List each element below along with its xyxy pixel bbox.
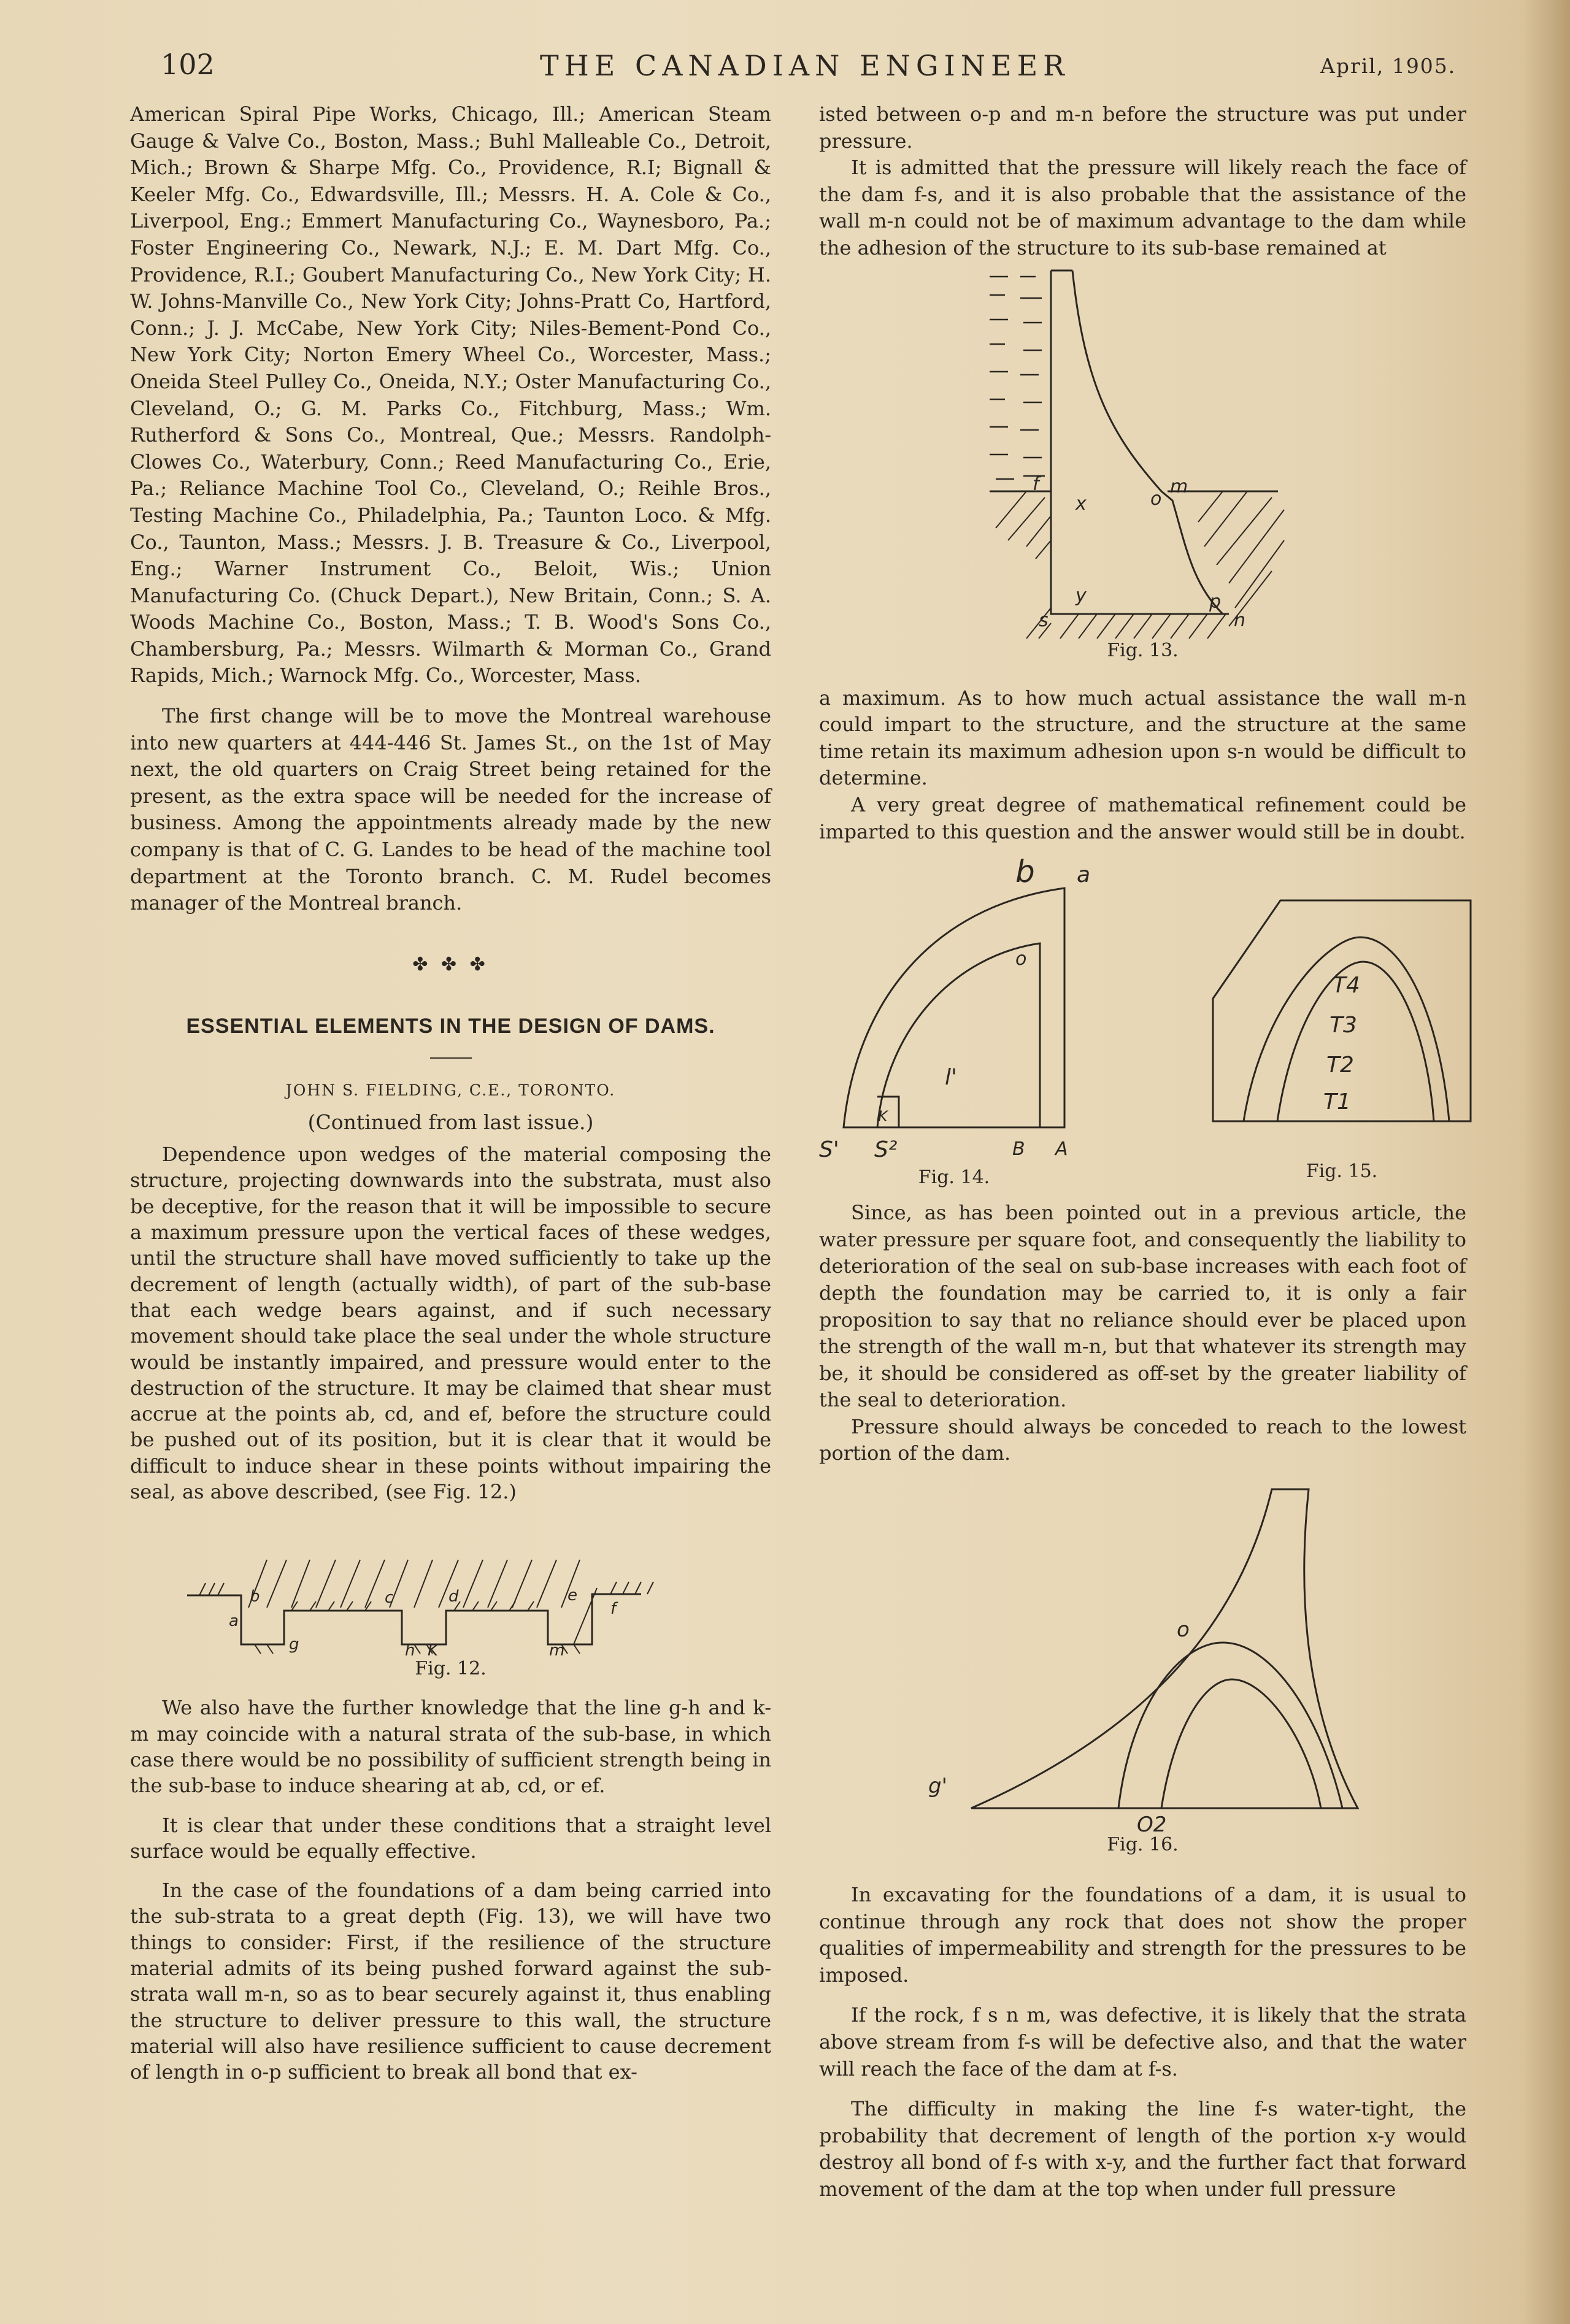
fig14-label-s1: S' <box>819 1137 839 1159</box>
fig12-diagram <box>144 1522 758 1657</box>
paragraph-rock: If the rock, f s n m, was defective, it is likely that the strata above stream from f-s will be defective also, and that the water will reach the face of the dam at f-s. <box>819 2003 1466 2080</box>
article-byline: JOHN S. FIELDING, C.E., TORONTO. <box>285 1081 616 1099</box>
paragraph-wedges: Dependence upon wedges of the material composing the structure, projecting downwards into the substrata, must also be deceptive, for the reason that it will be impossible to secure a maximum pressure upon the vertical faces of these wedges, until the structure shall have moved sufficiently to take up the decrement of length (actually width), of part of the sub-base that each wedge bears against, and if such necessary movement should take place the seal under the whole structure would be instantly impaired, and pressure would enter to the destruction of the structure. It may be claimed that shear must accrue at the points ab, cd, and ef, before the structure could be pushed out of its position, but it is clear that it would be difficult to induce shear in these points without impairing the seal, as above described, (see Fig. 12.) <box>130 1143 771 1504</box>
fig13-label-s: s <box>1038 609 1049 631</box>
fig16-caption: Fig. 16. <box>1107 1834 1179 1856</box>
fig15-label-t1: T1 <box>1323 1089 1351 1115</box>
section-separator: ✤ ✤ ✤ <box>412 953 489 975</box>
fig13-label-m: m <box>1169 475 1188 497</box>
fig12-label-g: g <box>288 1635 299 1654</box>
left-column <box>130 101 771 2085</box>
fig12-outline <box>224 1594 623 1644</box>
figure-16 <box>891 1483 1395 1857</box>
issue-date: April, 1905. <box>1320 54 1456 78</box>
fig15-label-t2: T2 <box>1326 1053 1354 1078</box>
article-title: ESSENTIAL ELEMENTS IN THE DESIGN OF DAMS. <box>186 1014 715 1038</box>
fig13-label-y: y <box>1075 585 1087 607</box>
paragraph-difficulty: The difficulty in making the line f-s water-tight, the probability that decrement of length of the portion x-y would destroy all bond of f-s with x-y, and the further fact that forward movement of the dam at the top when under full pressure <box>819 2097 1466 2201</box>
fig12-label-d: d <box>448 1587 459 1606</box>
fig13-label-p: p <box>1209 591 1221 613</box>
continued-note: (Continued from last issue.) <box>307 1110 594 1134</box>
fig12-label-h: h <box>404 1641 415 1657</box>
fig13-label-o: o <box>1150 488 1161 510</box>
fig12-label-b: b <box>249 1587 260 1606</box>
fig14-label-A: A <box>1055 1138 1068 1159</box>
move-paragraph: The first change will be to move the Montreal warehouse into new quarters at 444-446 St. James St., on the 1st of May next, the old quarters on Craig Street being retained for the present, as the extra space will be needed for the increase of business. Among the appointments already made by the new company is that of C. G. Landes to be head of the machine tool department at the Toronto branch. C. M. Rudel becomes manager of the Montreal branch. <box>130 704 771 915</box>
fig16-diagram <box>891 1483 1395 1833</box>
fig14-label-B: B <box>1012 1138 1025 1159</box>
fig15-caption: Fig. 15. <box>1306 1160 1378 1182</box>
paragraph-admitted: It is admitted that the pressure will likely reach the face of the dam f-s, and it is also probable that the assistance of the wall m-n could not be of maximum advantage to the dam while the adhesion of the structure to its sub-base remained at <box>819 156 1466 259</box>
paragraph-refinement: A very great degree of mathematical refinement could be imparted to this question and the answer would still be in doubt. <box>819 792 1466 843</box>
fig13-caption: Fig. 13. <box>1107 639 1179 661</box>
fig14-label-k: K <box>878 1108 888 1126</box>
fig14-label-a: a <box>1077 862 1089 888</box>
fig15-label-t4: T4 <box>1333 973 1360 999</box>
fig14-label-l: l' <box>945 1065 957 1091</box>
fig13-dam-outline <box>1051 270 1229 614</box>
fig14-caption: Fig. 14. <box>918 1166 990 1188</box>
fig12-label-e: e <box>567 1586 577 1605</box>
fig12-label-m: m <box>548 1641 564 1657</box>
figure-12 <box>144 1522 758 1681</box>
fig12-label-a: a <box>228 1612 239 1631</box>
figures-14-15 <box>819 851 1466 1195</box>
fig12-label-k: K <box>427 1641 438 1657</box>
paragraph-strata: We also have the further knowledge that the line g-h and k-m may coincide with a natural strata of the sub-base, in which case there would be no possibility of sufficient strength being in the sub-base to induce shearing at ab, cd, or ef. <box>130 1696 771 1798</box>
fig14-diagram <box>819 851 1089 1158</box>
figure-15 <box>1207 894 1477 1184</box>
fig15-outline <box>1213 900 1471 1121</box>
paragraph-level: It is clear that under these conditions that a straight level surface would be equally effective. <box>130 1813 771 1863</box>
fig13-label-x: x <box>1075 493 1087 515</box>
fig12-label-c: c <box>384 1589 393 1608</box>
fig14-label-b: b <box>1015 854 1035 890</box>
paragraph-deep: In the case of the foundations of a dam being carried into the sub-strata to a great depth (Fig. 13), we will have two things to consider: First, if the resilience of the structure material admits of its being pushed forward against the sub-strata wall m-n, so as to bear securely against it, thus enabling the structure to deliver pressure to this wall, the structure material will also have resilience sufficient to cause decrement of length in o-p sufficient to break all bond that ex- <box>130 1879 771 2084</box>
fig16-arc-inner <box>1161 1679 1321 1808</box>
paragraph-since: Since, as has been pointed out in a previous article, the water pressure per square foot, and consequently the liability to deterioration of the seal on sub-base increases with each foot of depth the foundation may be carried to, it is only a fair proposition to say that no reliance should ever be placed upon the strength of the wall m-n, but that whatever its strength may be, it should be considered as off-set by the greater liability of the seal to deterioration. <box>819 1201 1466 1412</box>
page-number: 102 <box>161 48 215 81</box>
fig16-arc-outer <box>1118 1643 1342 1808</box>
paragraph-pressure: Pressure should always be conceded to reach to the lowest portion of the dam. <box>819 1414 1466 1465</box>
fig15-label-t3: T3 <box>1329 1013 1357 1038</box>
fig16-label-o: o <box>1176 1617 1190 1643</box>
fig12-label-f: f <box>610 1600 616 1619</box>
fig16-outline <box>971 1489 1358 1808</box>
right-column <box>819 101 1466 2203</box>
title-rule <box>430 1057 472 1059</box>
paragraph-excavating: In excavating for the foundations of a dam, it is usual to continue through any rock that does not show the proper qualities of impermeability and strength for the pressures to be imposed. <box>819 1883 1466 1987</box>
paragraph-continuation: isted between o-p and m-n before the structure was put under pressure. <box>819 102 1466 153</box>
paragraph-maximum: a maximum. As to how much actual assistance the wall m-n could impart to the structure, and the structure at the same time retain its maximum adhesion upon s-n would be difficult to determine. <box>819 686 1466 790</box>
fig16-label-o2: O2 <box>1136 1812 1166 1833</box>
fig14-label-s2: S² <box>874 1137 898 1159</box>
page-header <box>0 48 1570 85</box>
fig12-caption: Fig. 12. <box>415 1658 487 1680</box>
fig16-label-g1: g' <box>928 1774 947 1799</box>
fig13-downstream-face <box>1072 270 1223 614</box>
fig14-label-o: o <box>1015 948 1027 970</box>
fig13-label-n: n <box>1233 609 1245 631</box>
fig14-outer-arc <box>844 888 1064 1127</box>
figure-14 <box>819 851 1089 1190</box>
fig14-inner-arc <box>877 943 1040 1127</box>
fig15-diagram <box>1207 894 1477 1152</box>
journal-title: THE CANADIAN ENGINEER <box>540 49 1070 82</box>
figure-13 <box>928 264 1358 663</box>
fig13-diagram <box>928 264 1358 645</box>
fig13-label-f: f <box>1032 473 1039 495</box>
companies-paragraph: American Spiral Pipe Works, Chicago, Ill.; American Steam Gauge & Valve Co., Boston, Mass.; Buhl Malleable Co., Detroit, Mich.; Brown & Sharpe Mfg. Co., Providence, R.I; Bignall & Keeler Mfg. Co., Edwardsville, Ill.; Messrs. H. A. Cole & Co., Liverpool, Eng.; Emmert Manufacturing Co., Waynesboro, Pa.; Foster Engineering Co., Newark, N.J.; E. M. Dart Mfg. Co., Providence, R.I.; Goubert Manufacturing Co., New York City; H. W. Johns-Manville Co., New York City; Johns-Pratt Co, Hartford, Conn.; J. J. McCabe, New York City; Niles-Bement-Pond Co., New York City; Norton Emery Wheel Co., Worcester, Mass.; Oneida Steel Pulley Co., Oneida, N.Y.; Oster Manufacturing Co., Cleveland, O.; G. M. Parks Co., Fitchburg, Mass.; Wm. Rutherford & Sons Co., Montreal, Que.; Messrs. Randolph-Clowes Co., Waterbury, Conn.; Reed Manufacturing Co., Erie, Pa.; Reliance Machine Tool Co., Cleveland, O.; Reihle Bros., Testing Machine Co., Philadelphia, Pa.; Taunton Loco. & Mfg. Co., Taunton, Mass.; Messrs. J. B. Treasure & Co., Liverpool, Eng.; Warner Instrument Co., Beloit, Wis.; Union Manufacturing Co. (Chuck Depart.), New Britain, Conn.; S. A. Woods Machine Co., Boston, Mass.; T. B. Wood's Sons Co., Chambersburg, Pa.; Messrs. Wilmarth & Morman Co., Grand Rapids, Mich.; Warnock Mfg. Co., Worcester, Mass. <box>130 102 771 688</box>
